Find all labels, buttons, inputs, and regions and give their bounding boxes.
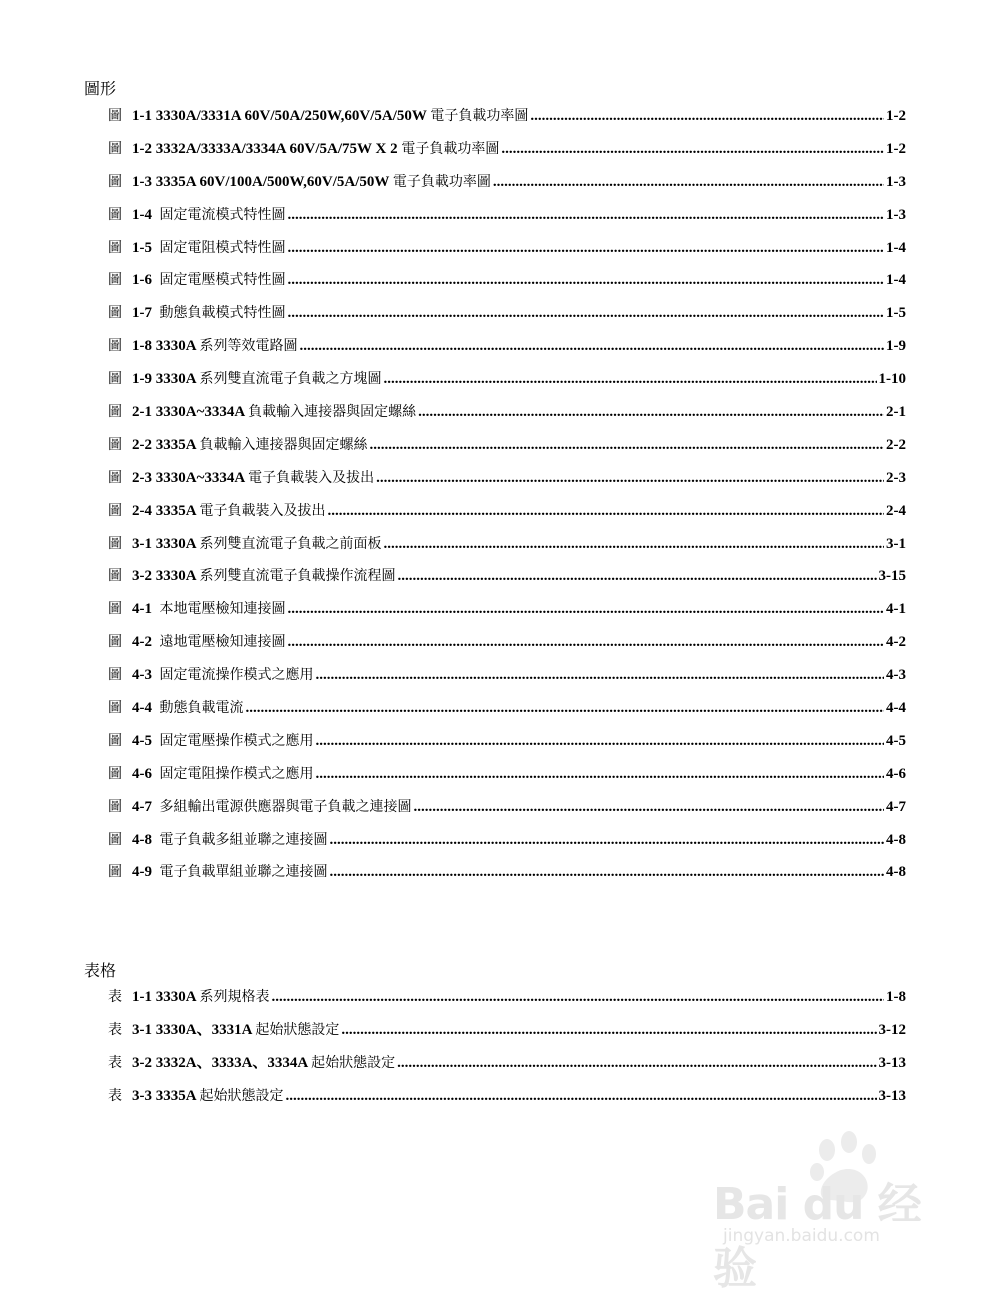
toc-entry-label [132, 303, 286, 323]
toc-entry-caption: 動態負載模式特性圖 [159, 305, 286, 322]
toc-entry-page: 4-6 [886, 765, 906, 782]
toc-entry[interactable] [108, 238, 906, 271]
toc-entry-page: 1-4 [886, 239, 906, 256]
toc-entry[interactable] [108, 172, 906, 205]
toc-entry-prefix: 圖 [108, 173, 122, 190]
toc-entry-prefix: 圖 [108, 864, 122, 881]
toc-entry-prefix: 圖 [108, 798, 122, 815]
toc-entry-caption: 固定電流操作模式之應用 [159, 667, 314, 684]
toc-entry-caption: 遠地電壓檢知連接圖 [159, 634, 286, 651]
toc-entry-page: 3-13 [878, 1054, 906, 1071]
toc-entry-page: 2-2 [886, 436, 906, 453]
toc-entry-caption: 系列雙直流電子負載操作流程圖 [199, 568, 396, 585]
toc-entry-page: 2-4 [886, 502, 906, 519]
toc-entry-number: 1-7 [132, 305, 152, 322]
toc-entry-label [132, 106, 528, 126]
toc-entry[interactable] [108, 534, 906, 567]
toc-entry-caption: 電子負載裝入及拔出 [248, 469, 375, 486]
toc-leader-dots [330, 862, 885, 882]
toc-entry-caption: 多組輸出電源供應器與電子負載之連接圖 [159, 798, 412, 815]
toc-entry-number: 3-2 [132, 1054, 152, 1071]
watermark-url: jingyan.baidu.com [723, 1226, 880, 1246]
toc-leader-dots [316, 764, 885, 784]
toc-entry-caption: 起始狀態設定 [255, 1021, 340, 1038]
toc-entry-page: 1-5 [886, 305, 906, 322]
toc-entry-page: 1-9 [886, 338, 906, 355]
toc-entry-number: 1-1 [132, 989, 152, 1005]
toc-entry-page: 1-8 [886, 989, 906, 1005]
toc-leader-dots [288, 270, 885, 290]
tables-toc-list [108, 987, 906, 1119]
toc-entry[interactable] [108, 336, 906, 369]
toc-entry-label [132, 435, 368, 455]
toc-leader-dots [288, 599, 885, 619]
toc-leader-dots [530, 106, 884, 126]
tables-section-title: 表格 [84, 961, 117, 980]
toc-entry-prefix: 表 [108, 1054, 122, 1071]
toc-entry-prefix: 表 [108, 989, 122, 1005]
toc-entry-page: 4-2 [886, 634, 906, 651]
toc-entry-model: 3332A/3333A/3334A 60V/5A/75W X 2 [155, 140, 398, 157]
toc-entry-prefix: 圖 [108, 700, 122, 717]
toc-entry-label [132, 369, 382, 389]
toc-entry[interactable] [108, 731, 906, 764]
toc-entry-prefix: 表 [108, 1087, 122, 1104]
toc-entry[interactable] [108, 797, 906, 830]
toc-entry[interactable] [108, 435, 906, 468]
toc-entry-prefix: 圖 [108, 831, 122, 848]
toc-entry-number: 4-8 [132, 831, 152, 848]
toc-entry-number: 1-2 [132, 140, 152, 157]
toc-entry-label [132, 238, 286, 258]
toc-entry-prefix: 圖 [108, 404, 122, 421]
toc-entry-model: 3330A~3334A [155, 404, 245, 421]
toc-entry-prefix: 圖 [108, 436, 122, 453]
toc-entry-number: 2-3 [132, 469, 152, 486]
toc-leader-dots [300, 336, 884, 356]
watermark-brand: Bai du 经验 [713, 1179, 921, 1294]
toc-entry-prefix: 圖 [108, 305, 122, 322]
toc-entry-page: 1-2 [886, 108, 906, 124]
toc-entry[interactable] [108, 205, 906, 238]
toc-entry-prefix: 圖 [108, 140, 122, 157]
toc-entry-label [132, 1086, 284, 1106]
toc-entry-model: 3330A [155, 371, 196, 388]
toc-entry-number: 4-3 [132, 667, 152, 684]
toc-entry-label [132, 1020, 339, 1040]
toc-entry-prefix: 圖 [108, 765, 122, 782]
toc-entry[interactable] [108, 139, 906, 172]
toc-entry[interactable] [108, 665, 906, 698]
toc-entry-label [132, 270, 286, 290]
toc-leader-dots [272, 987, 884, 1007]
toc-entry[interactable] [108, 566, 906, 599]
toc-entry-label [132, 139, 499, 159]
toc-entry-number: 4-7 [132, 798, 152, 815]
figures-toc-list [108, 106, 906, 895]
toc-entry-caption: 電子負載功率圖 [430, 108, 529, 124]
toc-entry-page: 4-7 [886, 798, 906, 815]
toc-entry-page: 4-3 [886, 667, 906, 684]
toc-entry-caption: 起始狀態設定 [311, 1054, 396, 1071]
toc-entry-number: 4-4 [132, 700, 152, 717]
toc-entry-model: 3335A [155, 1087, 196, 1104]
toc-entry-number: 2-4 [132, 502, 152, 519]
toc-entry-prefix: 圖 [108, 272, 122, 289]
toc-leader-dots [384, 534, 884, 554]
toc-entry-label [132, 731, 314, 751]
toc-entry-number: 2-1 [132, 404, 152, 421]
toc-entry-caption: 電子負載單組並聯之連接圖 [159, 864, 328, 881]
toc-entry-label [132, 402, 416, 422]
toc-entry[interactable] [108, 402, 906, 435]
toc-entry-caption: 系列等效電路圖 [199, 338, 298, 355]
toc-entry-number: 1-6 [132, 272, 152, 289]
toc-entry-number: 3-1 [132, 1021, 152, 1038]
baidu-watermark [713, 1130, 943, 1294]
toc-entry-caption: 負載輸入連接器與固定螺絲 [248, 404, 417, 421]
toc-entry-model: 3335A [155, 436, 196, 453]
toc-entry-prefix: 圖 [108, 667, 122, 684]
toc-entry-caption: 起始狀態設定 [199, 1087, 284, 1104]
toc-entry-prefix: 圖 [108, 108, 122, 124]
toc-entry-page: 1-2 [886, 140, 906, 157]
toc-leader-dots [414, 797, 885, 817]
toc-leader-dots [501, 139, 884, 159]
toc-entry-caption: 負載輸入連接器與固定螺絲 [199, 436, 368, 453]
toc-entry-number: 1-4 [132, 206, 152, 223]
toc-entry[interactable] [108, 632, 906, 665]
toc-entry-caption: 固定電流模式特性圖 [159, 206, 286, 223]
toc-entry[interactable] [108, 106, 906, 139]
toc-entry-label [132, 665, 314, 685]
toc-entry-number: 4-2 [132, 634, 152, 651]
toc-entry-page: 1-10 [878, 371, 906, 388]
toc-leader-dots [328, 501, 884, 521]
toc-entry-number: 4-1 [132, 601, 152, 618]
toc-entry[interactable] [108, 764, 906, 797]
toc-entry-number: 1-9 [132, 371, 152, 388]
toc-entry[interactable] [108, 862, 906, 895]
toc-entry-label [132, 830, 328, 850]
toc-entry-caption: 固定電阻操作模式之應用 [159, 765, 314, 782]
toc-entry-model: 3330A [155, 338, 196, 355]
toc-entry-label [132, 797, 412, 817]
toc-entry-label [132, 862, 328, 882]
toc-leader-dots [398, 566, 877, 586]
toc-entry-page: 2-1 [886, 404, 906, 421]
toc-entry-prefix: 圖 [108, 568, 122, 585]
toc-entry-caption: 本地電壓檢知連接圖 [159, 601, 286, 618]
toc-entry-prefix: 圖 [108, 634, 122, 651]
toc-entry-caption: 系列雙直流電子負載之方塊圖 [199, 371, 382, 388]
toc-entry-page: 3-1 [886, 535, 906, 552]
toc-entry-prefix: 圖 [108, 469, 122, 486]
toc-entry[interactable] [108, 1020, 906, 1053]
toc-entry-model: 3335A [155, 502, 196, 519]
toc-entry[interactable] [108, 501, 906, 534]
toc-entry-prefix: 圖 [108, 338, 122, 355]
toc-entry-page: 3-15 [878, 568, 906, 585]
toc-entry-label [132, 698, 244, 718]
toc-entry-model: 3330A、3331A [155, 1021, 252, 1038]
toc-entry-label [132, 764, 314, 784]
toc-entry-number: 4-6 [132, 765, 152, 782]
toc-entry-number: 1-5 [132, 239, 152, 256]
toc-leader-dots [288, 238, 885, 258]
toc-entry-model: 3330A [155, 535, 196, 552]
toc-entry-prefix: 圖 [108, 502, 122, 519]
toc-entry-prefix: 圖 [108, 239, 122, 256]
toc-entry-label [132, 987, 270, 1007]
toc-leader-dots [370, 435, 884, 455]
toc-entry-label [132, 501, 326, 521]
toc-entry-model: 3330A [155, 568, 196, 585]
toc-entry-page: 4-4 [886, 700, 906, 717]
toc-entry-number: 1-1 [132, 108, 152, 124]
toc-leader-dots [397, 1053, 876, 1073]
toc-leader-dots [330, 830, 885, 850]
toc-entry-caption: 動態負載電流 [159, 700, 244, 717]
toc-leader-dots [316, 665, 885, 685]
toc-entry-caption: 固定電壓模式特性圖 [159, 272, 286, 289]
toc-entry-prefix: 圖 [108, 371, 122, 388]
toc-entry-number: 3-3 [132, 1087, 152, 1104]
toc-entry-caption: 電子負載裝入及拔出 [199, 502, 326, 519]
toc-entry-caption: 電子負載多組並聯之連接圖 [159, 831, 328, 848]
toc-entry[interactable] [108, 270, 906, 303]
toc-entry-page: 1-4 [886, 272, 906, 289]
toc-leader-dots [288, 205, 885, 225]
toc-entry[interactable] [108, 987, 906, 1020]
toc-leader-dots [384, 369, 877, 389]
toc-entry-prefix: 圖 [108, 601, 122, 618]
toc-entry-model: 3330A/3331A 60V/50A/250W,60V/5A/50W [155, 108, 427, 124]
toc-entry-label [132, 632, 286, 652]
toc-entry-caption: 系列雙直流電子負載之前面板 [199, 535, 382, 552]
toc-leader-dots [288, 632, 885, 652]
toc-entry-model: 3335A 60V/100A/500W,60V/5A/50W [155, 173, 390, 190]
toc-entry-page: 2-3 [886, 469, 906, 486]
toc-entry-caption: 電子負載功率圖 [401, 140, 500, 157]
toc-entry[interactable] [108, 1053, 906, 1086]
toc-entry-label [132, 534, 382, 554]
toc-entry-page: 4-1 [886, 601, 906, 618]
toc-leader-dots [246, 698, 885, 718]
toc-entry[interactable] [108, 1086, 906, 1119]
toc-entry-prefix: 表 [108, 1021, 122, 1038]
toc-entry-label [132, 566, 396, 586]
toc-entry-caption: 固定電阻模式特性圖 [159, 239, 286, 256]
toc-entry-number: 1-8 [132, 338, 152, 355]
toc-leader-dots [286, 1086, 877, 1106]
toc-leader-dots [418, 402, 884, 422]
toc-entry-caption: 系列規格表 [199, 989, 270, 1005]
toc-entry-page: 3-12 [878, 1021, 906, 1038]
toc-entry-caption: 固定電壓操作模式之應用 [159, 732, 314, 749]
toc-entry[interactable] [108, 698, 906, 731]
toc-entry[interactable] [108, 468, 906, 501]
toc-entry-label [132, 336, 298, 356]
figures-section-title: 圖形 [84, 79, 117, 98]
toc-entry-label [132, 1053, 395, 1073]
toc-entry-number: 2-2 [132, 436, 152, 453]
toc-entry-number: 1-3 [132, 173, 152, 190]
toc-entry-page: 4-8 [886, 831, 906, 848]
toc-entry-label [132, 468, 374, 488]
toc-entry-number: 3-1 [132, 535, 152, 552]
toc-entry[interactable] [108, 303, 906, 336]
toc-entry-caption: 電子負載功率圖 [392, 173, 491, 190]
toc-entry-page: 4-5 [886, 732, 906, 749]
toc-leader-dots [376, 468, 884, 488]
toc-entry-prefix: 圖 [108, 535, 122, 552]
toc-entry-prefix: 圖 [108, 206, 122, 223]
toc-entry-model: 3330A~3334A [155, 469, 245, 486]
toc-entry[interactable] [108, 599, 906, 632]
toc-leader-dots [316, 731, 885, 751]
toc-entry[interactable] [108, 369, 906, 402]
toc-entry-number: 4-9 [132, 864, 152, 881]
toc-leader-dots [341, 1020, 876, 1040]
toc-entry-page: 4-8 [886, 864, 906, 881]
toc-entry-model: 3332A、3333A、3334A [155, 1054, 308, 1071]
toc-entry-label [132, 599, 286, 619]
toc-entry[interactable] [108, 830, 906, 863]
toc-entry-page: 3-13 [878, 1087, 906, 1104]
toc-entry-page: 1-3 [886, 173, 906, 190]
toc-entry-model: 3330A [155, 989, 196, 1005]
toc-entry-label [132, 172, 491, 192]
toc-entry-page: 1-3 [886, 206, 906, 223]
toc-entry-prefix: 圖 [108, 732, 122, 749]
toc-leader-dots [493, 172, 884, 192]
toc-entry-number: 3-2 [132, 568, 152, 585]
toc-leader-dots [288, 303, 885, 323]
toc-entry-label [132, 205, 286, 225]
toc-entry-number: 4-5 [132, 732, 152, 749]
